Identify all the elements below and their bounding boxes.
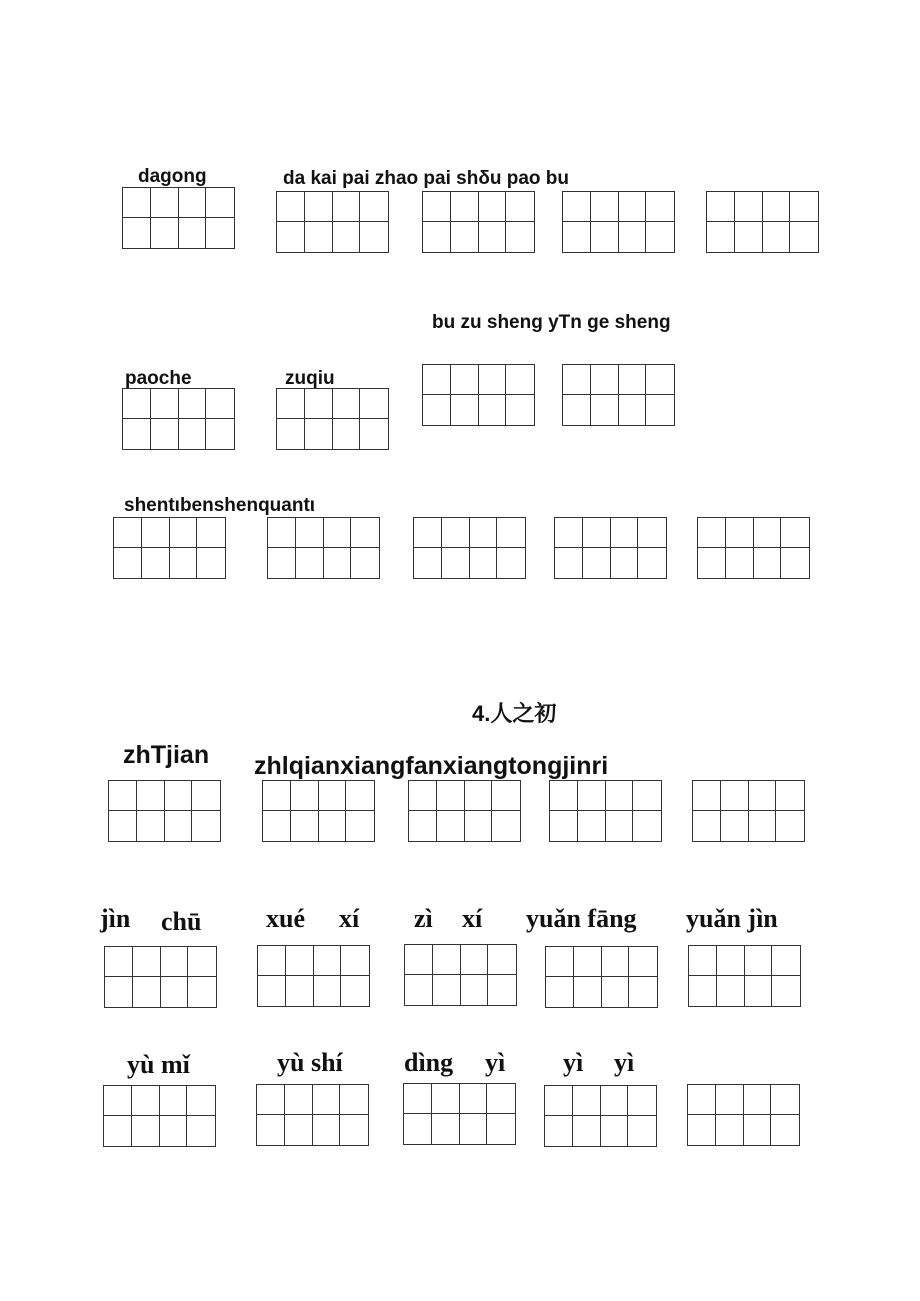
grid-cell[interactable] (291, 781, 319, 811)
writing-grid[interactable] (545, 946, 658, 1008)
writing-grid[interactable] (267, 517, 380, 579)
grid-cell[interactable] (717, 976, 745, 1006)
grid-cell[interactable] (114, 548, 142, 578)
grid-cell[interactable] (573, 1086, 601, 1116)
grid-cell[interactable] (423, 395, 451, 425)
grid-cell[interactable] (611, 548, 639, 578)
grid-cell[interactable] (324, 548, 352, 578)
pinyin-label: xí (339, 904, 360, 933)
grid-cell[interactable] (109, 781, 137, 811)
grid-cell[interactable] (405, 975, 433, 1005)
writing-grid[interactable] (256, 1084, 369, 1146)
grid-cell[interactable] (305, 222, 333, 252)
grid-cell[interactable] (638, 548, 666, 578)
grid-cell[interactable] (646, 192, 674, 222)
grid-cell[interactable] (133, 947, 161, 977)
grid-cell[interactable] (726, 518, 754, 548)
grid-cell[interactable] (258, 946, 286, 976)
grid-cell[interactable] (716, 1115, 744, 1145)
grid-cell[interactable] (492, 781, 520, 811)
grid-cell[interactable] (550, 811, 578, 841)
grid-cell[interactable] (497, 548, 525, 578)
grid-cell[interactable] (137, 781, 165, 811)
grid-cell[interactable] (602, 977, 630, 1007)
grid-cell[interactable] (583, 518, 611, 548)
pinyin-label: yì (614, 1048, 635, 1077)
grid-cell[interactable] (360, 389, 388, 419)
grid-cell[interactable] (351, 518, 379, 548)
pinyin-label: chū (161, 907, 202, 936)
grid-cell[interactable] (506, 192, 534, 222)
grid-cell[interactable] (479, 192, 507, 222)
pinyin-label: xí (462, 904, 483, 933)
grid-cell[interactable] (142, 518, 170, 548)
pinyin-label: xué (266, 904, 305, 933)
grid-cell[interactable] (492, 811, 520, 841)
grid-cell[interactable] (461, 945, 489, 975)
writing-grid[interactable] (404, 944, 517, 1006)
grid-cell[interactable] (324, 518, 352, 548)
grid-cell[interactable] (263, 781, 291, 811)
grid-cell[interactable] (698, 518, 726, 548)
writing-grid[interactable] (706, 191, 819, 253)
grid-cell[interactable] (451, 192, 479, 222)
grid-cell[interactable] (437, 811, 465, 841)
grid-cell[interactable] (497, 518, 525, 548)
grid-cell[interactable] (790, 222, 818, 252)
grid-cell[interactable] (404, 1084, 432, 1114)
grid-cell[interactable] (432, 1084, 460, 1114)
grid-cell[interactable] (340, 1115, 368, 1145)
grid-cell[interactable] (707, 222, 735, 252)
grid-cell[interactable] (717, 946, 745, 976)
grid-cell[interactable] (286, 946, 314, 976)
writing-grid[interactable] (544, 1085, 657, 1147)
grid-cell[interactable] (781, 518, 809, 548)
grid-cell[interactable] (179, 389, 207, 419)
grid-cell[interactable] (745, 976, 773, 1006)
grid-cell[interactable] (628, 1116, 656, 1146)
grid-cell[interactable] (465, 781, 493, 811)
grid-cell[interactable] (591, 365, 619, 395)
writing-grid[interactable] (422, 191, 535, 253)
grid-cell[interactable] (555, 548, 583, 578)
grid-cell[interactable] (633, 811, 661, 841)
grid-cell[interactable] (423, 192, 451, 222)
grid-cell[interactable] (206, 188, 234, 218)
grid-cell[interactable] (351, 548, 379, 578)
grid-cell[interactable] (573, 1116, 601, 1146)
writing-grid[interactable] (422, 364, 535, 426)
grid-cell[interactable] (296, 518, 324, 548)
grid-cell[interactable] (763, 222, 791, 252)
grid-cell[interactable] (479, 395, 507, 425)
grid-cell[interactable] (133, 977, 161, 1007)
grid-cell[interactable] (360, 419, 388, 449)
grid-cell[interactable] (545, 1116, 573, 1146)
grid-cell[interactable] (142, 548, 170, 578)
writing-grid[interactable] (697, 517, 810, 579)
grid-cell[interactable] (506, 395, 534, 425)
grid-cell[interactable] (574, 977, 602, 1007)
writing-grid[interactable] (554, 517, 667, 579)
writing-grid[interactable] (276, 388, 389, 450)
grid-cell[interactable] (296, 548, 324, 578)
grid-cell[interactable] (619, 365, 647, 395)
grid-cell[interactable] (291, 811, 319, 841)
pinyin-label: paoche (125, 368, 192, 389)
writing-grid[interactable] (549, 780, 662, 842)
grid-cell[interactable] (170, 548, 198, 578)
grid-cell[interactable] (409, 811, 437, 841)
grid-cell[interactable] (151, 419, 179, 449)
grid-cell[interactable] (744, 1115, 772, 1145)
grid-cell[interactable] (646, 395, 674, 425)
grid-cell[interactable] (754, 548, 782, 578)
grid-cell[interactable] (151, 389, 179, 419)
grid-cell[interactable] (689, 976, 717, 1006)
grid-cell[interactable] (333, 389, 361, 419)
grid-cell[interactable] (745, 946, 773, 976)
grid-cell[interactable] (104, 1116, 132, 1146)
grid-cell[interactable] (442, 518, 470, 548)
grid-cell[interactable] (132, 1086, 160, 1116)
grid-cell[interactable] (404, 1114, 432, 1144)
grid-cell[interactable] (689, 946, 717, 976)
grid-cell[interactable] (160, 1116, 188, 1146)
grid-cell[interactable] (698, 548, 726, 578)
grid-cell[interactable] (754, 518, 782, 548)
grid-cell[interactable] (619, 395, 647, 425)
pinyin-label: dagong (138, 166, 207, 187)
grid-cell[interactable] (771, 1085, 799, 1115)
grid-cell[interactable] (192, 811, 220, 841)
grid-cell[interactable] (305, 419, 333, 449)
grid-cell[interactable] (340, 1085, 368, 1115)
writing-grid[interactable] (403, 1083, 516, 1145)
grid-cell[interactable] (563, 395, 591, 425)
grid-cell[interactable] (735, 192, 763, 222)
grid-cell[interactable] (179, 419, 207, 449)
grid-cell[interactable] (772, 946, 800, 976)
grid-cell[interactable] (772, 976, 800, 1006)
grid-cell[interactable] (487, 1084, 515, 1114)
grid-cell[interactable] (638, 518, 666, 548)
grid-cell[interactable] (619, 222, 647, 252)
grid-cell[interactable] (206, 218, 234, 248)
grid-cell[interactable] (591, 395, 619, 425)
grid-cell[interactable] (619, 192, 647, 222)
grid-cell[interactable] (305, 192, 333, 222)
grid-cell[interactable] (629, 947, 657, 977)
pinyin-label: zhTjian (123, 741, 210, 769)
grid-cell[interactable] (346, 811, 374, 841)
grid-cell[interactable] (206, 419, 234, 449)
grid-cell[interactable] (693, 811, 721, 841)
grid-cell[interactable] (646, 222, 674, 252)
writing-grid[interactable] (408, 780, 521, 842)
grid-cell[interactable] (414, 548, 442, 578)
writing-grid[interactable] (262, 780, 375, 842)
grid-cell[interactable] (628, 1086, 656, 1116)
grid-cell[interactable] (123, 218, 151, 248)
grid-cell[interactable] (776, 781, 804, 811)
writing-grid[interactable] (113, 517, 226, 579)
grid-cell[interactable] (151, 218, 179, 248)
grid-cell[interactable] (506, 365, 534, 395)
grid-cell[interactable] (341, 976, 369, 1006)
grid-cell[interactable] (165, 811, 193, 841)
grid-cell[interactable] (192, 781, 220, 811)
grid-cell[interactable] (165, 781, 193, 811)
grid-cell[interactable] (433, 975, 461, 1005)
grid-cell[interactable] (285, 1085, 313, 1115)
grid-cell[interactable] (187, 1086, 215, 1116)
grid-cell[interactable] (432, 1114, 460, 1144)
grid-cell[interactable] (461, 975, 489, 1005)
writing-grid[interactable] (108, 780, 221, 842)
grid-cell[interactable] (602, 947, 630, 977)
grid-cell[interactable] (257, 1085, 285, 1115)
grid-cell[interactable] (470, 518, 498, 548)
grid-cell[interactable] (744, 1085, 772, 1115)
grid-cell[interactable] (105, 947, 133, 977)
grid-cell[interactable] (104, 1086, 132, 1116)
grid-cell[interactable] (749, 781, 777, 811)
grid-cell[interactable] (319, 811, 347, 841)
pinyin-label: yì (563, 1048, 584, 1077)
grid-cell[interactable] (749, 811, 777, 841)
grid-cell[interactable] (405, 945, 433, 975)
grid-cell[interactable] (277, 389, 305, 419)
grid-cell[interactable] (611, 518, 639, 548)
grid-cell[interactable] (114, 518, 142, 548)
grid-cell[interactable] (179, 188, 207, 218)
writing-grid[interactable] (688, 945, 801, 1007)
grid-cell[interactable] (726, 548, 754, 578)
pinyin-label: zuqiu (285, 368, 335, 389)
grid-cell[interactable] (346, 781, 374, 811)
writing-grid[interactable] (103, 1085, 216, 1147)
grid-cell[interactable] (197, 548, 225, 578)
grid-cell[interactable] (693, 781, 721, 811)
grid-cell[interactable] (277, 419, 305, 449)
grid-cell[interactable] (506, 222, 534, 252)
grid-cell[interactable] (187, 1116, 215, 1146)
grid-cell[interactable] (601, 1116, 629, 1146)
grid-cell[interactable] (160, 1086, 188, 1116)
grid-cell[interactable] (606, 781, 634, 811)
grid-cell[interactable] (451, 365, 479, 395)
grid-cell[interactable] (442, 548, 470, 578)
grid-cell[interactable] (470, 548, 498, 578)
grid-cell[interactable] (277, 192, 305, 222)
grid-cell[interactable] (546, 977, 574, 1007)
grid-cell[interactable] (313, 1085, 341, 1115)
pinyin-label: yì (485, 1048, 506, 1077)
grid-cell[interactable] (423, 365, 451, 395)
grid-cell[interactable] (437, 781, 465, 811)
grid-cell[interactable] (550, 781, 578, 811)
pinyin-label: bu zu sheng yTn ge sheng (432, 312, 671, 333)
grid-cell[interactable] (776, 811, 804, 841)
grid-cell[interactable] (721, 781, 749, 811)
grid-cell[interactable] (409, 781, 437, 811)
grid-cell[interactable] (188, 977, 216, 1007)
grid-cell[interactable] (206, 389, 234, 419)
grid-cell[interactable] (257, 1115, 285, 1145)
writing-grid[interactable] (562, 364, 675, 426)
grid-cell[interactable] (161, 977, 189, 1007)
grid-cell[interactable] (487, 1114, 515, 1144)
grid-cell[interactable] (633, 781, 661, 811)
grid-cell[interactable] (465, 811, 493, 841)
grid-cell[interactable] (563, 222, 591, 252)
grid-cell[interactable] (123, 188, 151, 218)
grid-cell[interactable] (563, 192, 591, 222)
grid-cell[interactable] (170, 518, 198, 548)
grid-cell[interactable] (258, 976, 286, 1006)
grid-cell[interactable] (555, 518, 583, 548)
writing-grid[interactable] (104, 946, 217, 1008)
grid-cell[interactable] (105, 977, 133, 1007)
grid-cell[interactable] (277, 222, 305, 252)
grid-cell[interactable] (488, 945, 516, 975)
grid-cell[interactable] (583, 548, 611, 578)
grid-cell[interactable] (479, 222, 507, 252)
grid-cell[interactable] (606, 811, 634, 841)
pinyin-label: yuǎn jìn (686, 904, 778, 933)
grid-cell[interactable] (314, 976, 342, 1006)
grid-cell[interactable] (601, 1086, 629, 1116)
pinyin-label: da kai pai zhao pai shδu pao bu (283, 168, 570, 189)
grid-cell[interactable] (460, 1114, 488, 1144)
grid-cell[interactable] (591, 192, 619, 222)
grid-cell[interactable] (179, 218, 207, 248)
grid-cell[interactable] (314, 946, 342, 976)
grid-cell[interactable] (771, 1115, 799, 1145)
pinyin-label: yù mǐ (127, 1050, 190, 1079)
grid-cell[interactable] (161, 947, 189, 977)
grid-cell[interactable] (188, 947, 216, 977)
lesson-heading: 4.人之初 (472, 701, 557, 726)
grid-cell[interactable] (268, 548, 296, 578)
grid-cell[interactable] (319, 781, 347, 811)
grid-cell[interactable] (263, 811, 291, 841)
grid-cell[interactable] (313, 1115, 341, 1145)
grid-cell[interactable] (591, 222, 619, 252)
grid-cell[interactable] (790, 192, 818, 222)
writing-grid[interactable] (276, 191, 389, 253)
grid-cell[interactable] (286, 976, 314, 1006)
grid-cell[interactable] (333, 192, 361, 222)
grid-cell[interactable] (305, 389, 333, 419)
writing-grid[interactable] (413, 517, 526, 579)
grid-cell[interactable] (781, 548, 809, 578)
grid-cell[interactable] (716, 1085, 744, 1115)
pinyin-label: jìn (100, 904, 131, 933)
grid-cell[interactable] (423, 222, 451, 252)
grid-cell[interactable] (688, 1085, 716, 1115)
grid-cell[interactable] (197, 518, 225, 548)
grid-cell[interactable] (360, 192, 388, 222)
grid-cell[interactable] (268, 518, 296, 548)
grid-cell[interactable] (563, 365, 591, 395)
writing-grid[interactable] (562, 191, 675, 253)
grid-cell[interactable] (137, 811, 165, 841)
grid-cell[interactable] (574, 947, 602, 977)
writing-grid[interactable] (257, 945, 370, 1007)
pinyin-label: yù shí (277, 1048, 343, 1077)
grid-cell[interactable] (132, 1116, 160, 1146)
grid-cell[interactable] (688, 1115, 716, 1145)
grid-cell[interactable] (488, 975, 516, 1005)
grid-cell[interactable] (646, 365, 674, 395)
grid-cell[interactable] (763, 192, 791, 222)
grid-cell[interactable] (333, 419, 361, 449)
grid-cell[interactable] (109, 811, 137, 841)
pinyin-label: shentιbenshenquantι (124, 495, 316, 516)
writing-grid[interactable] (122, 187, 235, 249)
grid-cell[interactable] (546, 947, 574, 977)
grid-cell[interactable] (735, 222, 763, 252)
grid-cell[interactable] (721, 811, 749, 841)
grid-cell[interactable] (123, 389, 151, 419)
pinyin-label: zì (414, 904, 433, 933)
grid-cell[interactable] (151, 188, 179, 218)
grid-cell[interactable] (341, 946, 369, 976)
grid-cell[interactable] (460, 1084, 488, 1114)
grid-cell[interactable] (578, 811, 606, 841)
grid-cell[interactable] (479, 365, 507, 395)
writing-grid[interactable] (687, 1084, 800, 1146)
grid-cell[interactable] (360, 222, 388, 252)
grid-cell[interactable] (707, 192, 735, 222)
grid-cell[interactable] (451, 395, 479, 425)
grid-cell[interactable] (451, 222, 479, 252)
grid-cell[interactable] (578, 781, 606, 811)
grid-cell[interactable] (545, 1086, 573, 1116)
pinyin-label: dìng (404, 1048, 454, 1077)
grid-cell[interactable] (285, 1115, 313, 1145)
writing-grid[interactable] (692, 780, 805, 842)
pinyin-label: yuǎn fāng (526, 904, 637, 933)
grid-cell[interactable] (433, 945, 461, 975)
writing-grid[interactable] (122, 388, 235, 450)
grid-cell[interactable] (414, 518, 442, 548)
grid-cell[interactable] (629, 977, 657, 1007)
pinyin-label: zhlqianxiangfanxiangtongjinri (254, 752, 609, 780)
grid-cell[interactable] (123, 419, 151, 449)
grid-cell[interactable] (333, 222, 361, 252)
